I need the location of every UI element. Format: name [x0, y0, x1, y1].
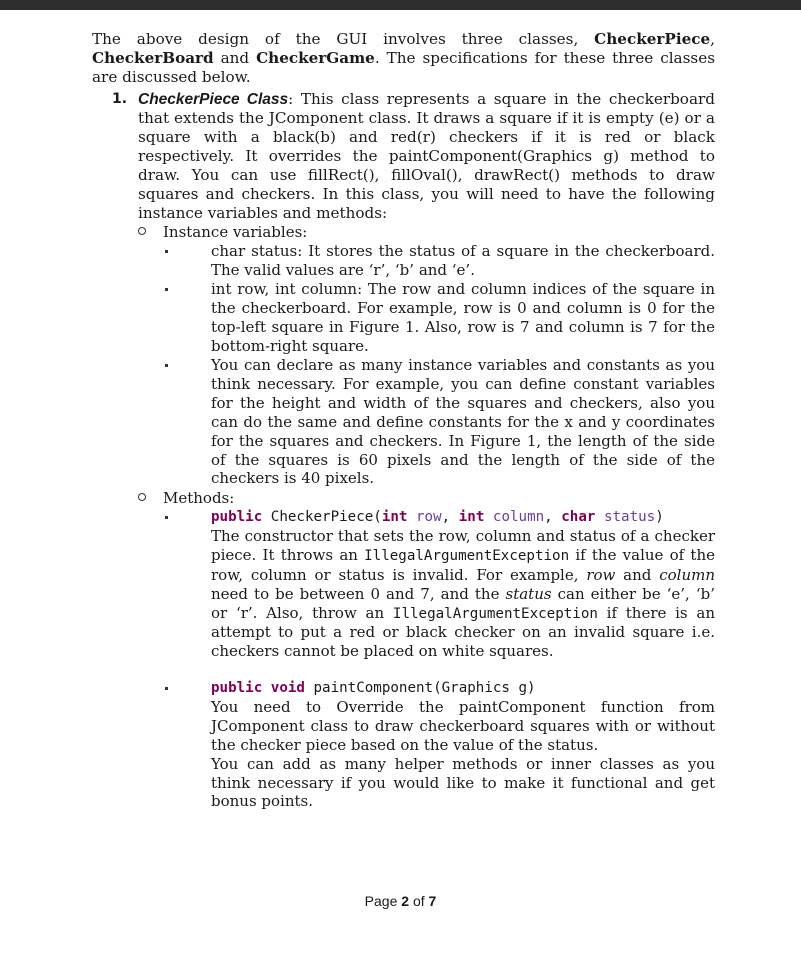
square-bullet-icon: [165, 687, 168, 690]
list-item-text: int row, int column: The row and column indices of the square in the checkerboard. For example, row is 0 and column is 0 for the top-left square in Figure 1. Also, row is 7 and column is 7 for the bottom-right square.: [211, 280, 715, 355]
square-bullet-icon: [165, 516, 168, 519]
constructor-signature: public CheckerPiece(int row, int column, char status): [211, 509, 664, 525]
section-heading-paragraph: [112, 90, 715, 223]
instance-variables-label: Instance variables:: [163, 223, 308, 241]
top-toolbar-strip: [0, 0, 801, 10]
hollow-circle-bullet-icon: [138, 227, 146, 235]
methods-label: Methods:: [163, 489, 235, 507]
class-name-checkergame: CheckerGame: [256, 49, 375, 68]
section-number: 1.: [112, 91, 128, 107]
helper-methods-note: You can add as many helper methods or inner classes as you think necessary if you would like to make it functional and get bonus points.: [211, 754, 715, 811]
constructor-description: The constructor that sets the row, column and status of a checker piece. It throws an IllegalArgumentException if the value of the row, column or status is invalid. For example, row and column need to be between 0 and 7, and the status can either be ‘e’, ‘b’ or ‘r’. Also, throw an IllegalArgumentException if there is an attempt to put a red or black checker on an invalid square i.e. checkers cannot be placed on white squares.: [211, 526, 715, 661]
section-checkerpiece: [112, 90, 715, 223]
list-item-declare-variables: [165, 356, 715, 488]
list-item-status: [165, 242, 715, 280]
intro-paragraph: The above design of the GUI involves three classes, CheckerPiece, CheckerBoard and CheckerGame. The specifications for these three classes are discussed below.: [92, 30, 715, 87]
list-item-text: char status: It stores the status of a square in the checkerboard. The valid values are ‘r’, ‘b’ and ‘e’.: [211, 242, 715, 279]
class-name-checkerpiece: CheckerPiece: [594, 30, 711, 48]
square-bullet-icon: [165, 364, 168, 367]
class-name-checkerboard: CheckerBoard: [92, 49, 214, 68]
square-bullet-icon: [165, 250, 168, 253]
list-item-text: You can declare as many instance variables and constants as you think necessary. For example, you can define constant variables for the height and width of the squares and checkers, also you can do the same and define constants for the x and y coordinates for the squares and checkers. In Figure 1, the length of the side of the squares is 60 pixels and the length of the side of the checkers is 40 pixels.: [211, 356, 715, 488]
list-item-row-column: [165, 280, 715, 356]
square-bullet-icon: [165, 288, 168, 291]
section-title: CheckerPiece Class: [138, 91, 289, 108]
method-paint-body: [211, 679, 715, 811]
method-constructor-body: [211, 508, 715, 661]
page-number-footer: Page 2 of 7: [364, 893, 437, 909]
method-paint-component: [165, 679, 715, 811]
paint-signature: public void paintComponent(Graphics g): [211, 680, 536, 696]
paint-description: You need to Override the paintComponent function from JComponent class to draw checkerboard squares with or without the checker piece based on the value of the status.: [211, 697, 715, 754]
section-description: : This class represents a square in the checkerboard that extends the JComponent class. It draws a square if it is empty (e) or a square with a black(b) and red(r) checkers if it is red or black respectively. It overrides the paintComponent(Graphics g) method to draw. You can use fillRect(), fillOval(), drawRect() methods to draw squares and checkers. In this class, you will need to have the following instance variables and methods:: [138, 90, 715, 222]
document-page: [92, 30, 715, 811]
method-constructor: [165, 508, 715, 661]
hollow-circle-bullet-icon: [138, 493, 146, 501]
